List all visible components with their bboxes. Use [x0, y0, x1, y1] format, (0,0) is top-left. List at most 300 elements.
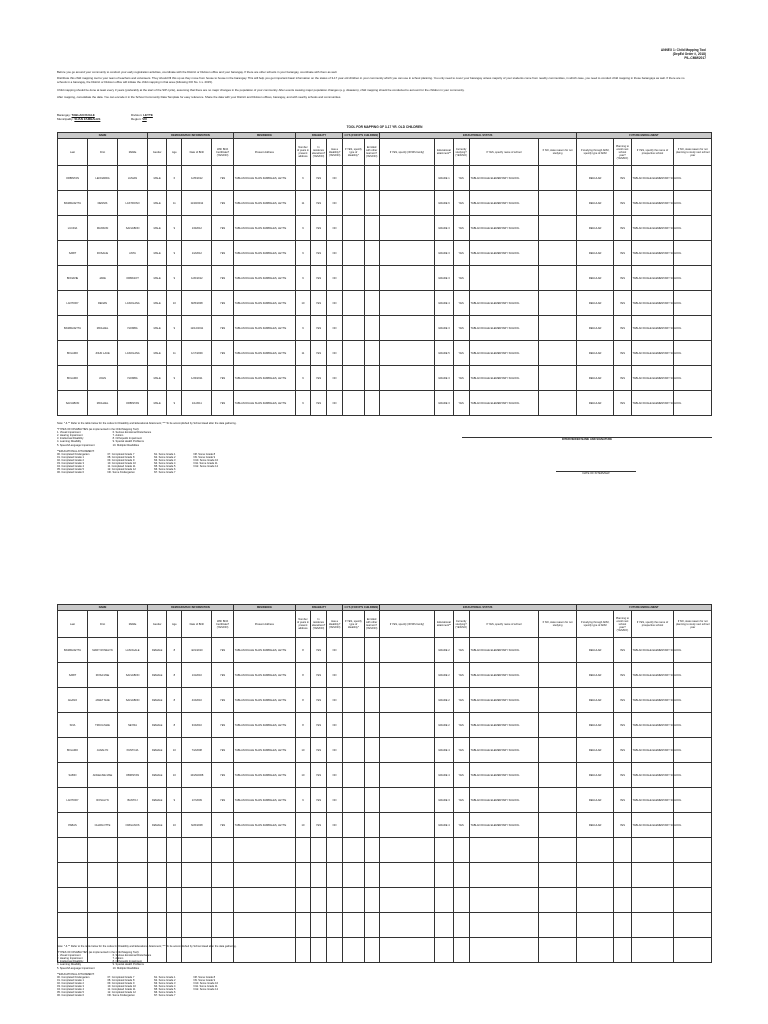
- cell-value: LUCINA: [67, 226, 78, 230]
- table-cell: [310, 166, 326, 191]
- table-cell: [233, 663, 295, 688]
- cell-value: 9: [302, 226, 304, 230]
- table-cell: [182, 638, 212, 663]
- cell-value: LANTORY: [66, 798, 79, 802]
- table-cell: [310, 863, 326, 888]
- cell-value: MICHAEL: [96, 401, 109, 405]
- cell-value: YES: [219, 723, 226, 727]
- table-cell: [295, 316, 310, 341]
- cell-value: NEYRA: [128, 723, 137, 727]
- cell-value: 1/2/2012: [191, 251, 202, 255]
- table-row: [58, 191, 712, 216]
- table-cell: [631, 316, 682, 341]
- table-cell: [469, 838, 539, 863]
- table-cell: [614, 366, 631, 391]
- cell-value: 11: [172, 351, 176, 355]
- table-cell: [469, 638, 539, 663]
- table-cell: [295, 266, 310, 291]
- column-header: If studying through ADM, specify type of ADM: [576, 611, 614, 638]
- table-cell: [118, 688, 148, 713]
- table-cell: [212, 763, 233, 788]
- list-item: N4. Some Grade 4: [153, 985, 176, 989]
- cell-value: REGULAR: [588, 748, 602, 752]
- table-cell: [631, 813, 682, 838]
- footnote-main-2: Note: * & ** Refer to the table below for the codes for Disability and Educational Attainment; *** To be accomplished by School Head after the data gathering.: [57, 945, 237, 948]
- table-cell: [576, 863, 614, 888]
- table-cell: [327, 638, 343, 663]
- table-cell: [631, 938, 674, 963]
- table-cell: [233, 216, 295, 241]
- table-cell: [212, 838, 233, 863]
- table-cell: [327, 913, 343, 938]
- table-cell: [295, 763, 310, 788]
- table-cell: [469, 713, 539, 738]
- list-item: N4. Some Grade 4: [153, 462, 176, 466]
- footnotes-1: [57, 422, 236, 474]
- table-cell: [212, 166, 233, 191]
- cell-value: YES: [458, 648, 464, 652]
- table-cell: [167, 788, 182, 813]
- cell-value: TABLAN DUALE ELEMENTARY SCHOOL: [632, 251, 682, 255]
- cell-value: 6/26/2008: [191, 823, 203, 827]
- list-item: 1. Visual Impairment: [57, 431, 81, 435]
- list-item: 09. Completed Grade 9: [107, 981, 135, 985]
- cell-value: GRADE 4: [438, 773, 450, 777]
- table-cell: [343, 713, 364, 738]
- table-cell: [295, 391, 310, 416]
- cell-value: TABLAN DUALE SUAN ZAMBALES, LEYTE: [234, 723, 287, 727]
- list-item: 7. Autism: [112, 957, 124, 961]
- table-cell: [148, 788, 167, 813]
- table-cell: [327, 813, 343, 838]
- cell-value: GRADE 3: [438, 251, 450, 255]
- cell-value: YES: [619, 301, 626, 305]
- list-column: [107, 453, 135, 475]
- cell-value: YES: [315, 326, 322, 330]
- cell-value: GRADE 2: [438, 648, 450, 652]
- table-cell: [379, 863, 435, 888]
- table-cell: [88, 763, 118, 788]
- table-cell: [327, 291, 343, 316]
- column-header: Planning to enroll next school year? (YES/NO): [614, 139, 631, 166]
- cell-value: NO: [332, 748, 337, 752]
- table-cell: [379, 738, 435, 763]
- cell-value: LASTROSO: [125, 201, 140, 205]
- cell-value: 9: [302, 376, 304, 380]
- table-cell: [435, 813, 453, 838]
- cell-value: YES: [219, 326, 226, 330]
- cell-value: 8: [302, 723, 304, 727]
- column-header: If YES, specify type of disability*: [343, 139, 364, 166]
- table-cell: [453, 166, 469, 191]
- table-row: [58, 738, 712, 763]
- instruction-1: Before you go around your community to conduct your early registration activities, coordinate with the District or Division office and your barangay. If there are other schools in your barangay, coordinate with them as well.: [57, 70, 338, 74]
- cell-value: NO: [332, 176, 337, 180]
- table-cell: [88, 913, 118, 938]
- cell-value: TABLAN DUALE SUAN ZAMBALES, LEYTE: [234, 748, 287, 752]
- group-header: NAME: [58, 605, 148, 611]
- table-cell: [343, 366, 364, 391]
- cell-value: YES: [219, 176, 226, 180]
- cell-value: GRADE 3: [438, 376, 450, 380]
- table-cell: [118, 216, 148, 241]
- table-cell: [118, 341, 148, 366]
- cell-value: TABLAN DUALE ELEMENTARY SCHOOL: [632, 351, 682, 355]
- table-cell: [364, 316, 379, 341]
- table-cell: [327, 938, 343, 963]
- list-item: 12. Completed Grade 12: [107, 468, 136, 472]
- column-header: If NO, state reason for not studying: [539, 139, 577, 166]
- cell-value: YES: [458, 698, 464, 702]
- cell-value: YES: [219, 698, 226, 702]
- table-cell: [58, 291, 88, 316]
- table-cell: [88, 366, 118, 391]
- cell-value: REGULAR: [588, 823, 602, 827]
- table-cell: [88, 638, 118, 663]
- instruction-3: Child mapping should be done at least every 3 years (preferably at the start of the SIP cycle), assuming that there are no major changes in the population of your community. After events causing major population changes (e.g. disasters), child mapping should be conducted to account for the children in your community.: [57, 88, 465, 92]
- cell-value: NO: [332, 773, 337, 777]
- list-item: 3. Intellectual Disability: [57, 437, 84, 441]
- cell-value: TABLAN DUALE SUAN ZAMBALES, LEYTE: [234, 673, 287, 677]
- column-header: First: [88, 139, 118, 166]
- table-row: [58, 266, 712, 291]
- table-cell: [233, 166, 295, 191]
- table-cell: [167, 813, 182, 838]
- footnote-main: Note: * & ** Refer to the table below for the codes for Disability and Educational Attainment; *** To be accomplished by School Head after the data gathering.: [57, 422, 237, 425]
- column-header: Date of Birth: [182, 139, 212, 166]
- cell-value: TABLAN DUALE SUAN ZAMBALES, LEYTE: [234, 798, 287, 802]
- column-header: Enrolled with other learners? (YES/NO): [364, 139, 379, 166]
- table-cell: [435, 638, 453, 663]
- table-cell: [379, 166, 435, 191]
- table-cell: [118, 813, 148, 838]
- cell-value: YES: [458, 401, 464, 405]
- table-cell: [364, 713, 379, 738]
- table-cell: [576, 788, 614, 813]
- table-cell: [167, 191, 182, 216]
- group-header: RESIDENCE: [233, 133, 295, 139]
- table-cell: [674, 888, 712, 913]
- column-header: Last: [58, 611, 88, 638]
- table-cell: [379, 241, 435, 266]
- cell-value: YES: [219, 673, 226, 677]
- table-cell: [88, 688, 118, 713]
- table-cell: [88, 838, 118, 863]
- table-cell: [469, 191, 539, 216]
- table-cell: [310, 913, 326, 938]
- table-cell: [58, 813, 88, 838]
- cell-value: TABLAN DUALE ELEMENTARY SCHOOL: [632, 798, 682, 802]
- column-header: First: [88, 611, 118, 638]
- cell-value: TABLAN DUALE ELEMENTARY SCHOOL: [632, 748, 682, 752]
- table-cell: [631, 838, 674, 863]
- table-cell: [343, 216, 364, 241]
- table-row: [58, 813, 712, 838]
- table-cell: [182, 688, 212, 713]
- column-header: With Birth Certificate? (YES/NO): [212, 139, 233, 166]
- table-cell: [614, 713, 631, 738]
- cell-value: 9: [302, 798, 304, 802]
- table-cell: [364, 763, 379, 788]
- table-cell: [182, 266, 212, 291]
- table-cell: [233, 938, 295, 963]
- table-cell: [327, 216, 343, 241]
- table-cell: [614, 938, 631, 963]
- cell-value: MARY ROSELYN: [92, 648, 113, 652]
- cell-value: YES: [219, 201, 226, 205]
- cell-value: 9: [173, 226, 176, 230]
- cell-value: YES: [619, 326, 626, 330]
- table-cell: [576, 191, 614, 216]
- list-item: N11. Some Grade 11: [193, 462, 218, 466]
- table-cell: [327, 713, 343, 738]
- table-cell: [631, 366, 682, 391]
- table-cell: [631, 216, 682, 241]
- table-cell: [310, 763, 326, 788]
- table-cell: [631, 638, 682, 663]
- list-item: N2. Some Grade 2: [153, 978, 176, 982]
- cell-value: YES: [458, 823, 464, 827]
- cell-value: YES: [219, 798, 226, 802]
- cell-value: MALE: [153, 251, 161, 255]
- cell-value: YES: [619, 226, 626, 230]
- table-cell: [310, 938, 326, 963]
- cell-value: TABLAN DUALE ELEMENTARY SCHOOL: [632, 823, 682, 827]
- table-cell: [310, 713, 326, 738]
- list-item: 11. Completed Grade 11: [107, 988, 136, 992]
- table-cell: [167, 391, 182, 416]
- table-cell: [539, 316, 577, 341]
- table-cell: [88, 191, 118, 216]
- cell-value: YES: [619, 176, 626, 180]
- cell-value: 10: [172, 823, 176, 827]
- list-item: 05. Completed Grade 5: [57, 468, 84, 472]
- cell-value: REGULAR: [588, 648, 602, 652]
- cell-value: TABLAN DUALE ELEMENTARY SCHOOL: [470, 648, 520, 652]
- cell-value: 11/18/2012: [190, 201, 204, 205]
- cell-value: DENNIS: [97, 201, 108, 205]
- table-cell: [379, 838, 435, 863]
- edu-title: **EDUCATIONAL ATTAINMENT:: [57, 449, 95, 453]
- table-cell: [58, 888, 88, 913]
- table-cell: [58, 316, 88, 341]
- list-item: N2. Some Grade 2: [153, 455, 176, 459]
- table-cell: [435, 863, 453, 888]
- cell-value: PABAS: [68, 823, 77, 827]
- cell-value: YES: [619, 351, 626, 355]
- cell-value: SALVABON: [125, 698, 140, 702]
- cell-value: YES: [315, 723, 322, 727]
- table-cell: [343, 838, 364, 863]
- table-cell: [364, 366, 379, 391]
- column-header: If studying through ADM, specify type of ADM: [576, 139, 614, 166]
- table-cell: [631, 166, 682, 191]
- table-cell: [379, 888, 435, 913]
- cell-value: GRADE 2: [438, 723, 450, 727]
- cell-value: ROSALIE: [96, 251, 109, 255]
- table-cell: [295, 663, 310, 688]
- column-header: In residence elsewhere? (YES/NO): [310, 611, 326, 638]
- list-item: 9. Special Health Problems: [112, 440, 144, 444]
- table-cell: [539, 266, 577, 291]
- table-cell: [118, 266, 148, 291]
- cell-value: REGULAR: [588, 351, 602, 355]
- table-cell: [118, 291, 148, 316]
- cell-value: YES: [219, 376, 226, 380]
- table-cell: [88, 316, 118, 341]
- column-header: If YES, specify name of school: [469, 611, 539, 638]
- table-cell: [182, 913, 212, 938]
- table-cell: [614, 788, 631, 813]
- table-cell: [295, 341, 310, 366]
- table-cell: [118, 241, 148, 266]
- table-cell: [310, 316, 326, 341]
- cell-value: YES: [458, 798, 464, 802]
- cell-value: NO: [332, 351, 337, 355]
- column-header: If YES, specify the name of prospective school: [631, 139, 674, 166]
- table-row: [58, 166, 712, 191]
- cell-value: YES: [458, 773, 464, 777]
- table-cell: [469, 788, 539, 813]
- table-cell: [539, 191, 577, 216]
- table-cell: [435, 738, 453, 763]
- table-row-empty: [58, 913, 712, 938]
- table-cell: [58, 788, 88, 813]
- table-cell: [435, 763, 453, 788]
- table-cell: [118, 863, 148, 888]
- list-item: 08. Completed Grade 8: [107, 455, 135, 459]
- table-cell: [182, 863, 212, 888]
- list-item: 9. Special Health Problems: [112, 963, 144, 967]
- cell-value: YES: [458, 326, 464, 330]
- cell-value: TABLAN DUALE ELEMENTARY SCHOOL: [632, 376, 682, 380]
- table-cell: [469, 813, 539, 838]
- cell-value: TABLAN DUALE ELEMENTARY SCHOOL: [470, 326, 520, 330]
- cell-value: LANTORY: [66, 301, 79, 305]
- table-cell: [118, 166, 148, 191]
- cell-value: 11: [301, 351, 305, 355]
- cell-value: TRICIA MAE: [95, 723, 110, 727]
- column-header: Educational attainment**: [435, 611, 453, 638]
- table-cell: [364, 166, 379, 191]
- cell-value: BOLAMO: [66, 376, 79, 380]
- column-header: Enrolled with other learners? (YES/NO): [364, 611, 379, 638]
- table-cell: [576, 838, 614, 863]
- table-cell: [327, 888, 343, 913]
- cell-value: YES: [315, 201, 322, 205]
- table-cell: [327, 688, 343, 713]
- list-item: 3. Intellectual Disability: [57, 960, 84, 964]
- table-cell: [233, 366, 295, 391]
- table-cell: [614, 341, 631, 366]
- cell-value: 1/17/2009: [191, 351, 203, 355]
- table-cell: [469, 316, 539, 341]
- cell-value: YES: [315, 773, 322, 777]
- column-header: Age: [167, 139, 182, 166]
- table-cell: [58, 391, 88, 416]
- cell-value: JANALYN: [96, 748, 109, 752]
- interviewer-caption: INTERVIEWER NAME AND SIGNATURE: [561, 438, 613, 441]
- table-cell: [453, 813, 469, 838]
- table-cell: [295, 166, 310, 191]
- table-cell: [88, 341, 118, 366]
- table-cell: [148, 638, 167, 663]
- table-cell: [295, 366, 310, 391]
- cell-value: YES: [219, 351, 226, 355]
- table-cell: [58, 713, 88, 738]
- list-column: [113, 954, 152, 969]
- list-item: N6. Some Grade 6: [153, 468, 176, 472]
- table-cell: [453, 713, 469, 738]
- list-item: N8. Some Grade 8: [193, 452, 216, 456]
- cell-value: 3/3/2010: [191, 723, 202, 727]
- cell-value: 8: [302, 673, 304, 677]
- group-header: EDUCATIONAL STATUS: [379, 133, 576, 139]
- table-cell: [435, 391, 453, 416]
- column-header: Last: [58, 139, 88, 166]
- table-cell: [58, 341, 88, 366]
- list-item: 00. Completed Kindergarten: [57, 975, 90, 979]
- table-cell: [88, 788, 118, 813]
- cell-value: ORBISTAN: [126, 401, 140, 405]
- location-meta-left: [57, 113, 100, 121]
- cell-value: 12/12/2011: [190, 326, 204, 330]
- edu-title-2: **EDUCATIONAL ATTAINMENT:: [57, 972, 95, 976]
- cell-value: 1/20/2012: [191, 276, 203, 280]
- cell-value: TABLAN DUALE SUAN ZAMBALES, LEYTE: [234, 176, 287, 180]
- table-row: [58, 713, 712, 738]
- cell-value: NO: [332, 401, 337, 405]
- cell-value: REGULAR: [588, 276, 602, 280]
- table-cell: [310, 216, 326, 241]
- table-cell: [453, 241, 469, 266]
- cell-value: TABLAN DUALE ELEMENTARY SCHOOL: [632, 176, 682, 180]
- cell-value: YES: [315, 823, 322, 827]
- cell-value: YES: [219, 773, 226, 777]
- cell-value: 8: [173, 648, 176, 652]
- table-cell: [364, 888, 379, 913]
- table-cell: [167, 166, 182, 191]
- cell-value: MALE: [153, 301, 161, 305]
- cell-value: YES: [219, 823, 226, 827]
- cell-value: YES: [619, 201, 626, 205]
- cell-value: 8: [173, 723, 176, 727]
- cell-value: LASOGANA: [125, 301, 140, 305]
- region-value: VIII: [142, 117, 147, 121]
- group-header: FUTURE ENROLLMENT: [576, 133, 711, 139]
- table-cell: [295, 913, 310, 938]
- table-row: [58, 216, 712, 241]
- cell-value: MICHAEL: [96, 326, 109, 330]
- cell-value: YES: [458, 748, 464, 752]
- table-cell: [379, 391, 435, 416]
- table-cell: [167, 341, 182, 366]
- table-cell: [379, 316, 435, 341]
- column-header: Middle: [118, 139, 148, 166]
- cell-value: 10: [301, 823, 305, 827]
- table-cell: [212, 191, 233, 216]
- cell-value: ANTA: [129, 251, 136, 255]
- table-cell: [469, 763, 539, 788]
- table-cell: [576, 763, 614, 788]
- column-header: Has a disability? (YES/NO): [327, 139, 343, 166]
- list-item: N3. Some Grade 3: [153, 458, 176, 462]
- table-cell: [614, 738, 631, 763]
- table-cell: [364, 216, 379, 241]
- table-cell: [539, 838, 577, 863]
- table-cell: [88, 266, 118, 291]
- municipality-label: Municipality:: [57, 117, 74, 121]
